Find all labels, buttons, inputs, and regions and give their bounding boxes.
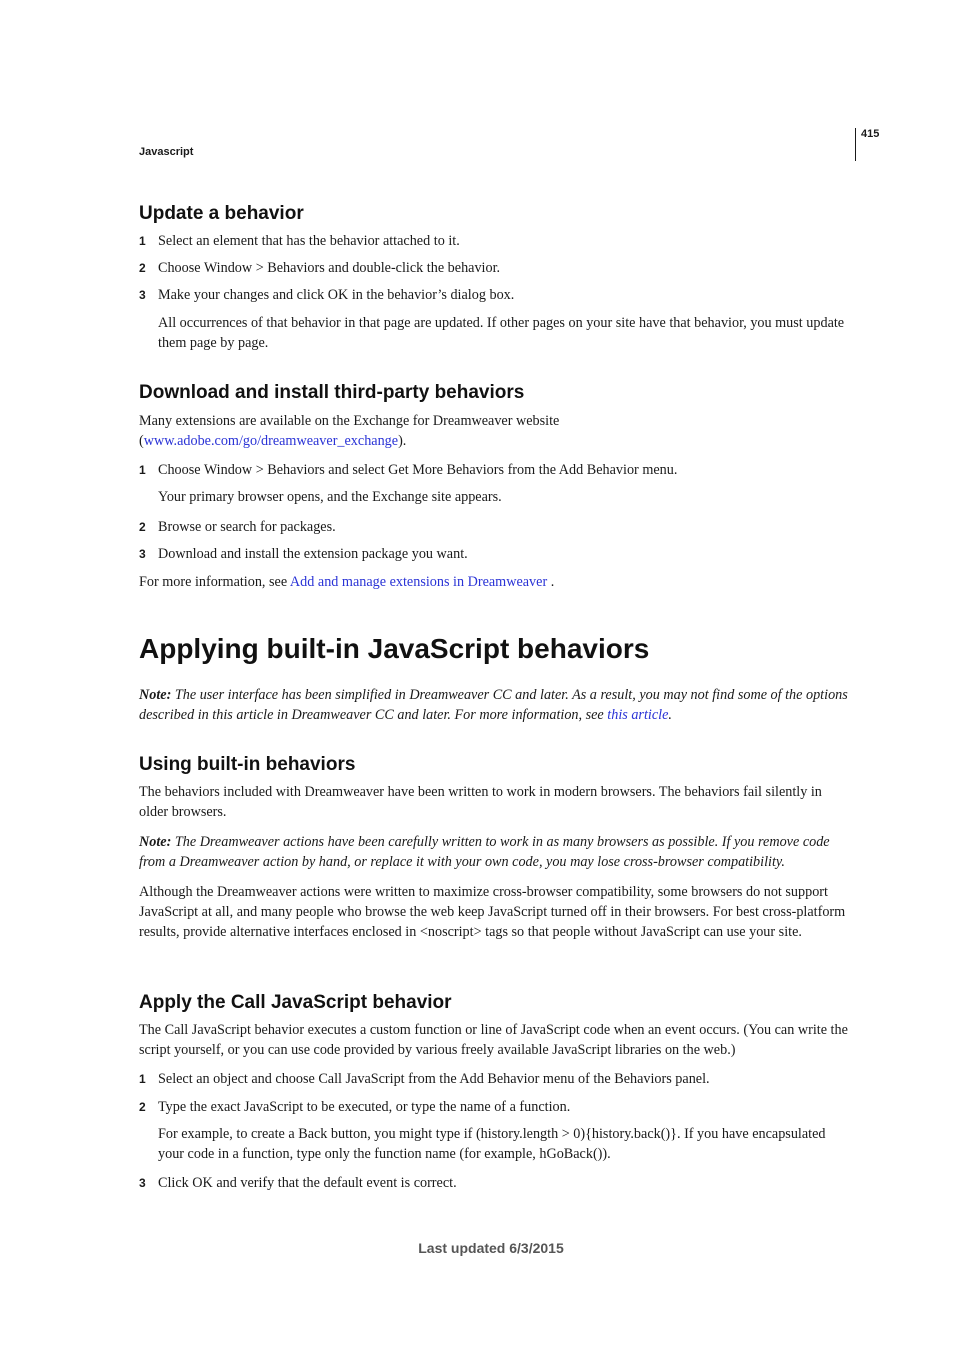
header-divider: [855, 128, 856, 161]
step-number: 2: [139, 520, 146, 534]
last-updated: Last updated 6/3/2015: [418, 1240, 564, 1256]
intro-paragraph: [139, 411, 851, 451]
intro-close: ).: [398, 433, 407, 449]
more-prefix: For more information, see: [139, 574, 290, 590]
paragraph: The behaviors included with Dreamweaver have been written to work in modern browsers. The behaviors fail silently in older browsers.: [139, 784, 822, 820]
step-text: Type the exact JavaScript to be executed, or type the name of a function.: [158, 1099, 571, 1115]
step-text: Select an object and choose Call JavaScript from the Add Behavior menu of the Behaviors panel.: [158, 1071, 710, 1087]
extensions-link[interactable]: Add and manage extensions in Dreamweaver: [289, 574, 548, 590]
step-number: 1: [139, 1072, 146, 1086]
step-number: 3: [139, 288, 146, 302]
step-text: Select an element that has the behavior attached to it.: [158, 233, 460, 249]
step-text: Click OK and verify that the default event is correct.: [158, 1175, 457, 1191]
step-number: 2: [139, 1100, 146, 1114]
note-label: Note:: [139, 834, 172, 850]
step-text: Make your changes and click OK in the behavior’s dialog box.: [158, 287, 515, 303]
heading-applying-js-behaviors: Applying built-in JavaScript behaviors: [139, 633, 650, 664]
more-info-paragraph: [139, 572, 851, 592]
note-text: The user interface has been simplified in Dreamweaver CC and later. As a result, you may not find some of the options described in this article in Dreamweaver CC and later. For more information, see: [139, 687, 848, 723]
intro-open: (: [139, 433, 144, 449]
step-number: 1: [139, 234, 146, 248]
intro-text: Many extensions are available on the Exchange for Dreamweaver website: [139, 413, 560, 429]
note-paragraph: [139, 685, 851, 725]
heading-download-behaviors: Download and install third-party behaviors: [139, 382, 525, 403]
more-suffix: .: [547, 574, 555, 590]
step-number: 2: [139, 261, 146, 275]
note-end: .: [668, 707, 672, 723]
heading-update-behavior: Update a behavior: [139, 203, 304, 224]
step-text: Choose Window > Behaviors and select Get More Behaviors from the Add Behavior menu.: [158, 462, 678, 478]
step-note: Your primary browser opens, and the Exchange site appears.: [158, 489, 502, 505]
step-note: All occurrences of that behavior in that page are updated. If other pages on your site have that behavior, you must update them page by page.: [158, 315, 845, 351]
this-article-link[interactable]: this article: [607, 707, 669, 723]
note-label: Note:: [139, 687, 172, 703]
heading-using-builtin: Using built-in behaviors: [139, 754, 356, 775]
step-note: For example, to create a Back button, you might type if (history.length > 0){history.back()}. If you have encapsulated your code in a function, type only the function name (for example, hGoBack()).: [158, 1126, 826, 1162]
running-header: Javascript: [139, 146, 194, 158]
step-number: 3: [139, 547, 146, 561]
heading-call-javascript: Apply the Call JavaScript behavior: [139, 992, 452, 1013]
step-text: Browse or search for packages.: [158, 519, 336, 535]
page-number: 415: [861, 128, 880, 140]
step-number: 1: [139, 463, 146, 477]
step-number: 3: [139, 1176, 146, 1190]
paragraph: Although the Dreamweaver actions were written to maximize cross-browser compatibility, some browsers do not support JavaScript at all, and many people who browse the web keep JavaScript turned off in their browsers. For best cross-platform results, provide alternative interfaces enclosed in <noscript> tags so that people without JavaScript can use your site.: [139, 884, 846, 940]
note-text: The Dreamweaver actions have been carefully written to work in as many browsers as possible. If you remove code from a Dreamweaver action by hand, or replace it with your own code, you may lose cross-browser compatibility.: [139, 834, 830, 870]
step-text: Download and install the extension package you want.: [158, 546, 468, 562]
step-text: Choose Window > Behaviors and double-click the behavior.: [158, 260, 501, 276]
note-paragraph: [139, 832, 851, 872]
paragraph: The Call JavaScript behavior executes a custom function or line of JavaScript code when an event occurs. (You can write the script yourself, or you can use code provided by various freely available JavaScript libraries on the web.): [139, 1022, 848, 1058]
exchange-link[interactable]: www.adobe.com/go/dreamweaver_exchange: [143, 433, 399, 449]
